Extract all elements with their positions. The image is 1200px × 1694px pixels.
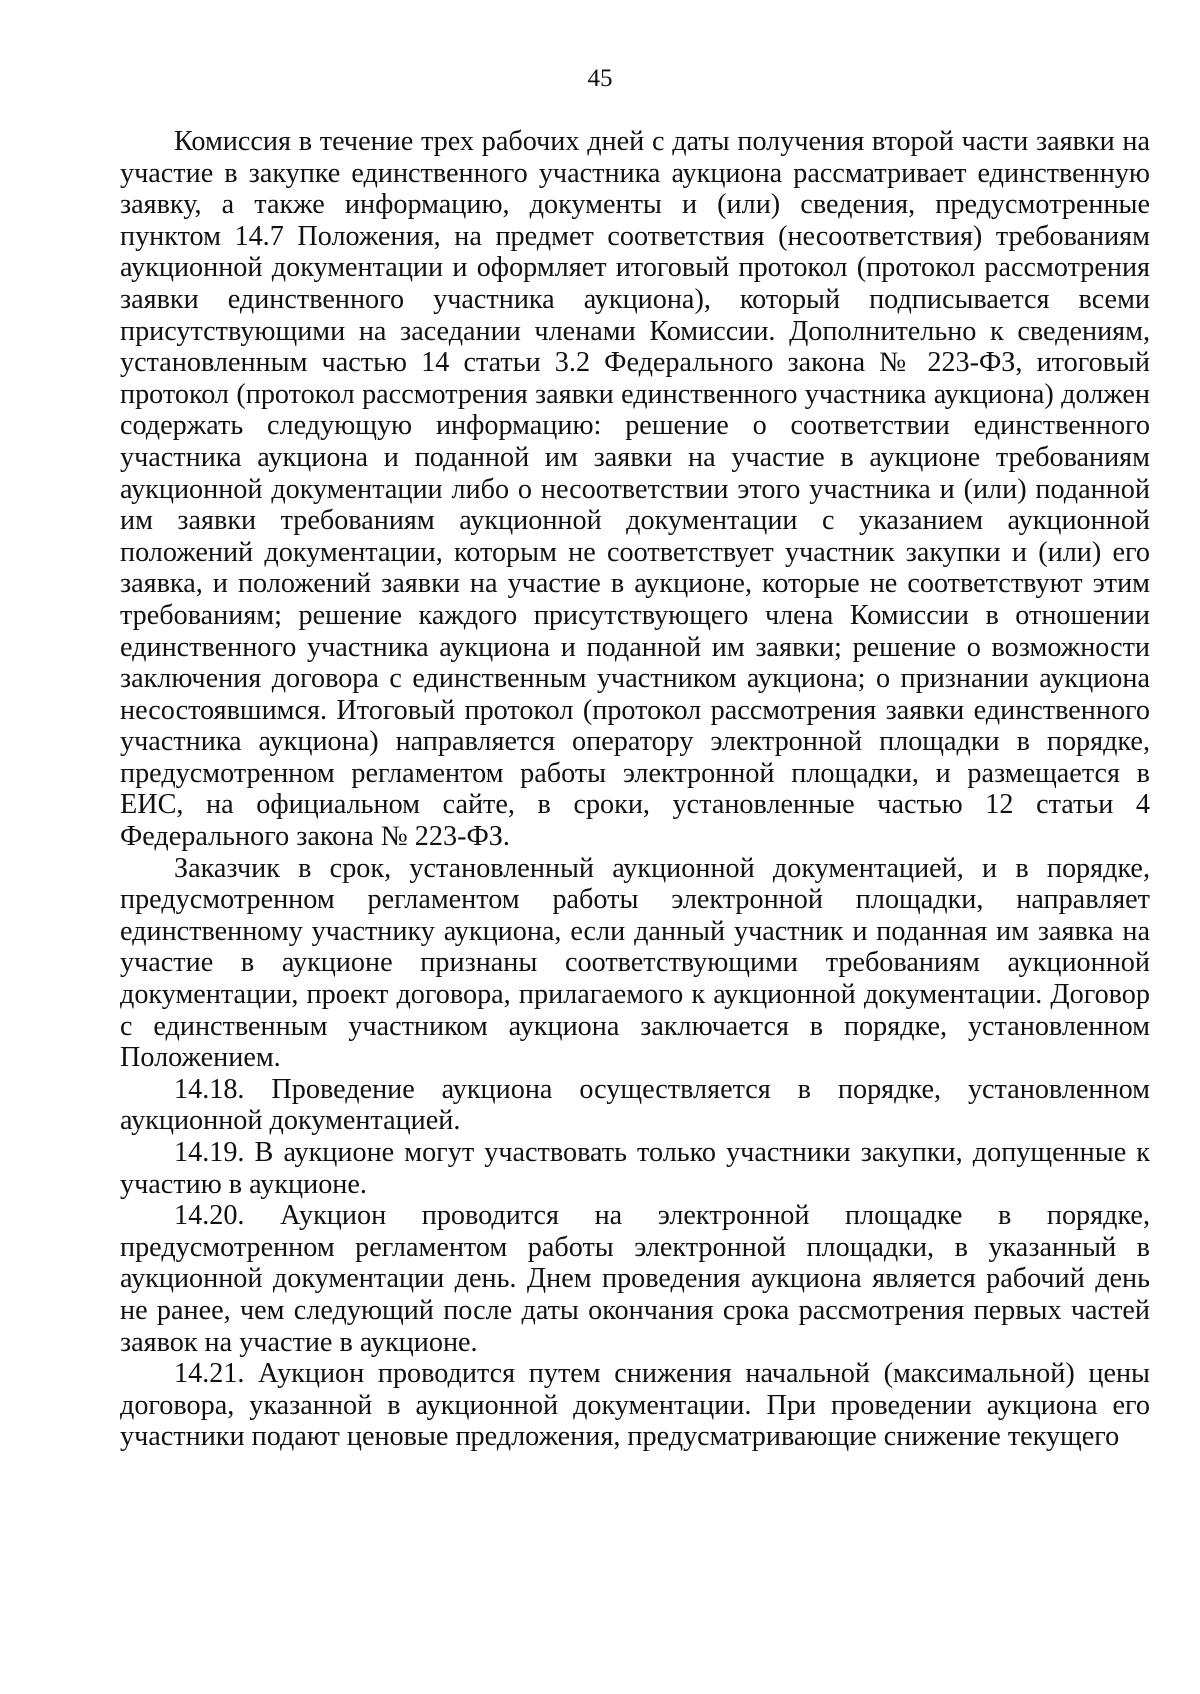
paragraph-14-21: 14.21. Аукцион проводится путем снижения начальной (максимальной) цены договора, указанной в аукционной документации. При проведении аукциона его участники подают ценовые предложения, предусматривающие снижение текущего — [120, 1358, 1150, 1453]
page-number: 45 — [587, 65, 613, 92]
paragraph-14-20: 14.20. Аукцион проводится на электронной площадке в порядке, предусмотренном регламентом работы электронной площадки, в указанный в аукционной документации день. Днем проведения аукциона является рабочий день не ранее, чем следующий после даты окончания срока рассмотрения первых частей заявок на участие в аукционе. — [120, 1200, 1150, 1358]
paragraph-14-18: 14.18. Проведение аукциона осуществляется в порядке, установленном аукционной документацией. — [120, 1073, 1150, 1137]
paragraph-14-19: 14.19. В аукционе могут участвовать только участники закупки, допущенные к участию в аукционе. — [120, 1137, 1150, 1200]
paragraph-customer-contract: Заказчик в срок, установленный аукционной документацией, и в порядке, предусмотренном регламентом работы электронной площадки, направляет единственному участнику аукциона, если данный участник и поданная им заявка на участие в аукционе признаны соответствующими требованиям аукционной документации, проект договора, прилагаемого к аукционной документации. Договор с единственным участником аукциона заключается в порядке, установленном Положением. — [120, 852, 1150, 1074]
body-text — [120, 126, 1150, 1453]
paragraph-commission-review: Комиссия в течение трех рабочих дней с даты получения второй части заявки на участие в закупке единственного участника аукциона рассматривает единственную заявку, а также информацию, документы и (или) сведения, предусмотренные пунктом 14.7 Положения, на предмет соответствия (несоответствия) требованиям аукционной документации и оформляет итоговый протокол (протокол рассмотрения заявки единственного участника аукциона), который подписывается всеми присутствующими на заседании членами Комиссии. Дополнительно к сведениям, установленным частью 14 статьи 3.2 Федерального закона № 223-ФЗ, итоговый протокол (протокол рассмотрения заявки единственного участника аукциона) должен содержать следующую информацию: решение о соответствии единственного участника аукциона и поданной им заявки на участие в аукционе требованиям аукционной документации либо о несоответствии этого участника и (или) поданной им заявки требованиям аукционной документации с указанием аукционной положений документации, которым не соответствует участник закупки и (или) его заявка, и положений заявки на участие в аукционе, которые не соответствуют этим требованиям; решение каждого присутствующего члена Комиссии в отношении единственного участника аукциона и поданной им заявки; решение о возможности заключения договора с единственным участником аукциона; о признании аукциона несостоявшимся. Итоговый протокол (протокол рассмотрения заявки единственного участника аукциона) направляется оператору электронной площадки в порядке, предусмотренном регламентом работы электронной площадки, и размещается в ЕИС, на официальном сайте, в сроки, установленные частью 12 статьи 4 Федерального закона № 223-ФЗ. — [120, 126, 1150, 853]
